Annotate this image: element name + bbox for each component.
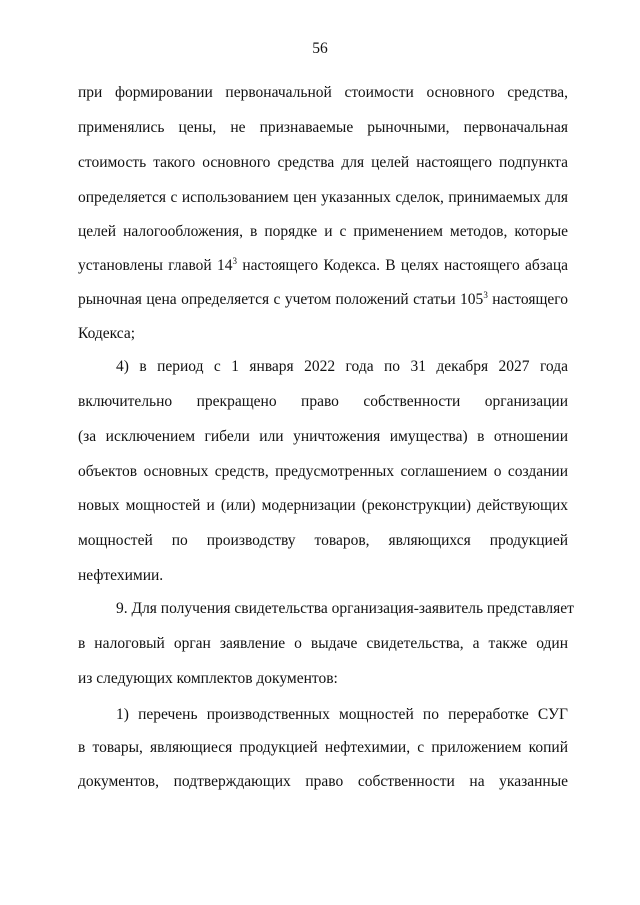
text-fragment: рыночная цена определяется с учетом положений статьи 105 (78, 291, 484, 308)
text-fragment: установлены главой 14 (78, 257, 233, 274)
text-line: Кодекса; (78, 325, 136, 342)
text-line: в налоговый орган заявление о выдаче свидетельства, а также один (78, 635, 568, 652)
text-line: включительно прекращено право собственности организации (78, 393, 568, 410)
text-line: стоимость такого основного средства для целей настоящего подпункта (78, 154, 568, 171)
superscript: 3 (232, 256, 238, 266)
paragraph-first-line: 4) в период с 1 января 2022 года по 31 декабря 2027 года (116, 358, 568, 375)
text-line-with-superscript (78, 256, 568, 276)
text-line: мощностей по производству товаров, являющихся продукцией (78, 532, 568, 549)
text-line: определяется с использованием цен указанных сделок, принимаемых для (78, 189, 568, 206)
text-line: объектов основных средств, предусмотренных соглашением о создании (78, 463, 568, 480)
text-line: применялись цены, не признаваемые рыночными, первоначальная (78, 119, 568, 136)
text-fragment: настоящего Кодекса. В целях настоящего абзаца (237, 257, 568, 274)
text-line: из следующих комплектов документов: (78, 670, 338, 687)
text-line: целей налогообложения, в порядке и с применением методов, которые (78, 223, 568, 240)
text-line: при формировании первоначальной стоимости основного средства, (78, 84, 568, 101)
text-line: документов, подтверждающих право собственности на указанные (78, 773, 568, 790)
text-line-with-superscript (78, 290, 568, 310)
text-fragment: настоящего (487, 291, 568, 308)
paragraph-first-line: 1) перечень производственных мощностей по переработке СУГ (116, 706, 568, 723)
text-line: новых мощностей и (или) модернизации (реконструкции) действующих (78, 497, 568, 514)
paragraph-first-line: 9. Для получения свидетельства организация-заявитель представляет (116, 600, 574, 617)
text-line: нефтехимии. (78, 567, 164, 584)
page-number: 56 (312, 40, 328, 57)
superscript: 3 (483, 290, 488, 300)
text-line: в товары, являющиеся продукцией нефтехимии, с приложением копий (78, 739, 568, 756)
text-line: (за исключением гибели или уничтожения имущества) в отношении (78, 428, 568, 445)
